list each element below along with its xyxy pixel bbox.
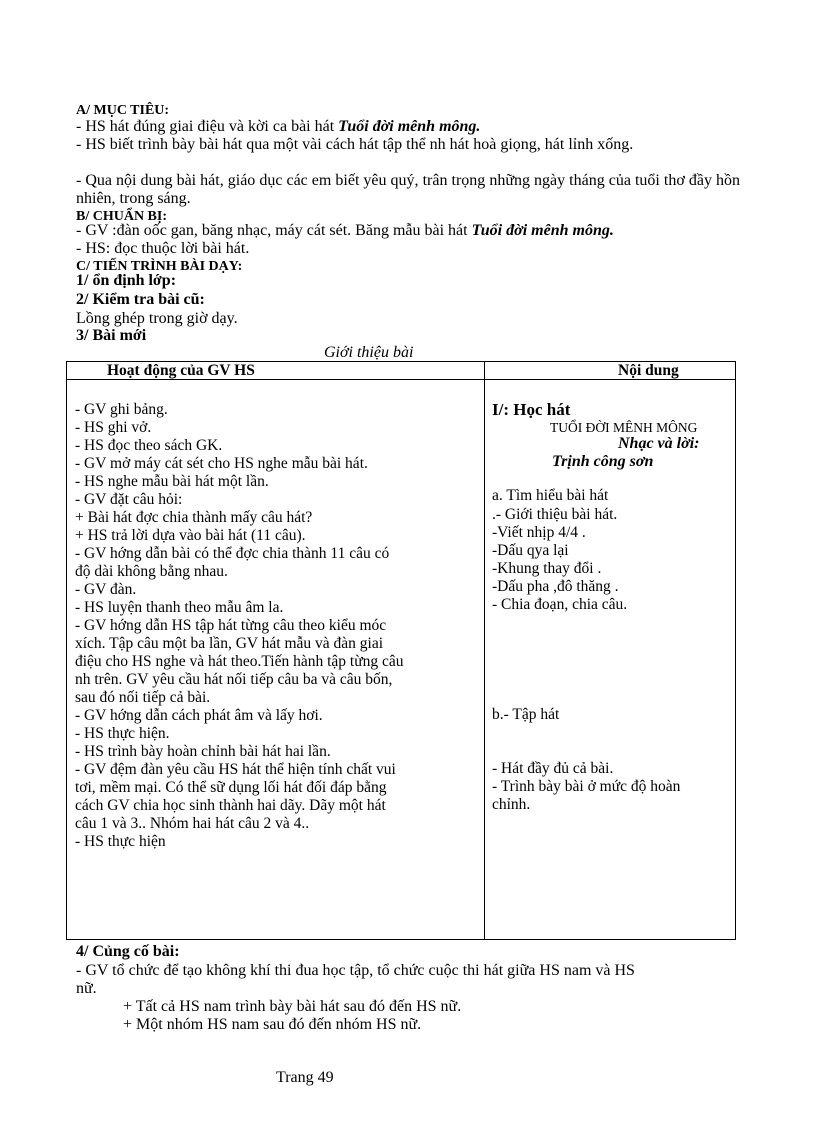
consolidation-line-2: nữ.	[76, 980, 97, 997]
activity-line: - HS luyện thanh theo mẫu âm la.	[75, 599, 284, 616]
activity-line: - GV đệm đàn yêu cầu HS hát thể hiện tính chất vui	[75, 761, 396, 778]
prep-song-title: Tuổi đời mênh mông.	[471, 222, 614, 239]
activity-line: - HS trình bày hoàn chỉnh bài hát hai lần.	[75, 743, 331, 760]
consolidation-item-1: + Tất cả HS nam trình bày bài hát sau đó đến HS nữ.	[123, 998, 462, 1015]
lesson-table	[66, 361, 736, 940]
part-a-heading: a. Tìm hiểu bài hát	[492, 487, 609, 504]
activity-line: - HS thực hiện	[75, 833, 166, 850]
song-author: Trịnh công sơn	[552, 453, 654, 470]
part-b-item: - Trình bày bài ở mức độ hoàn	[492, 778, 681, 795]
activity-line: + Bài hát đợc chia thành mấy câu hát?	[75, 509, 313, 526]
step-3-heading: 3/ Bài mới	[76, 327, 147, 344]
learn-song-heading: I/: Học hát	[492, 400, 571, 419]
table-column-divider	[484, 362, 485, 939]
prep-line-1-text: - GV :đàn oốc gan, băng nhạc, máy cát sét. Băng mẫu bài hát	[76, 222, 472, 239]
part-b-item: - Hát đầy đủ cả bài.	[492, 760, 614, 777]
activity-line: - HS thực hiện.	[75, 725, 170, 742]
part-a-item: .- Giới thiệu bài hát.	[492, 506, 618, 523]
step-1-heading: 1/ ổn định lớp:	[76, 272, 177, 289]
objective-line-1	[76, 118, 480, 136]
objective-para-2: - HS biết trình bày bài hát qua một vài cách hát tập thể nh hát hoà giọng, hát lỉnh xống.	[76, 136, 634, 153]
activity-line: xích. Tập câu một ba lần, GV hát mẫu và đàn giai	[75, 635, 384, 652]
objective-para-3: - Qua nội dung bài hát, giáo dục các em biết yêu quý, trân trọng những ngày tháng của tuổi thơ đầy hồn nhiên, trong sáng.	[76, 172, 740, 207]
part-a-item: - Chia đoạn, chia câu.	[492, 596, 628, 613]
intro-heading: Giới thiệu bài	[324, 344, 414, 361]
prep-line-2: - HS: đọc thuộc lời bài hát.	[76, 240, 250, 257]
step-2-heading: 2/ Kiểm tra bài cũ:	[76, 291, 205, 308]
consolidation-item-2: + Một nhóm HS nam sau đó đến nhóm HS nữ.	[123, 1016, 422, 1033]
section-c-heading: C/ TIẾN TRÌNH BÀI DẠY:	[76, 259, 243, 274]
part-b-heading: b.- Tập hát	[492, 706, 560, 723]
activity-line: câu 1 và 3.. Nhóm hai hát câu 2 và 4..	[75, 815, 310, 832]
activity-line: - HS đọc theo sách GK.	[75, 437, 223, 454]
step-2-text: Lồng ghép trong giờ dạy.	[76, 310, 238, 327]
page-number: Trang 49	[276, 1069, 334, 1086]
activity-line: - HS ghi vở.	[75, 419, 152, 436]
section-a-heading: A/ MỤC TIÊU:	[76, 103, 170, 118]
song-title: Tuổi đời mênh mông.	[338, 118, 481, 135]
activity-line: - GV đặt câu hỏi:	[75, 491, 183, 508]
section-4-heading: 4/ Củng cố bài:	[76, 943, 180, 960]
activity-line: - GV mở máy cát sét cho HS nghe mẫu bài hát.	[75, 455, 368, 472]
activity-line: - HS nghe mẫu bài hát một lần.	[75, 473, 269, 490]
activity-line: + HS trả lời dựa vào bài hát (11 câu).	[75, 527, 306, 544]
activity-line: - GV đàn.	[75, 581, 137, 598]
activity-line: tơi, mềm mại. Có thể sữ dụng lối hát đối đáp bằng	[75, 779, 387, 796]
part-a-item: -Dấu pha ,đô thăng .	[492, 578, 619, 595]
song-credit: Nhạc và lời:	[618, 435, 700, 452]
column-header-content: Nội dung	[618, 362, 679, 379]
activity-line: cách GV chia học sinh thành hai dãy. Dãy một hát	[75, 797, 386, 814]
activity-line: sau đó nối tiếp cả bài.	[75, 689, 211, 706]
part-a-item: -Dấu qya lại	[492, 542, 569, 559]
prep-line-1	[76, 222, 614, 240]
objective-line-1-text: - HS hát đúng giai điệu và kời ca bài hát	[76, 118, 339, 135]
activity-line: - GV hớng dẫn bài có thể đợc chia thành 11 câu có	[75, 545, 390, 562]
activity-line: nh trên. GV yêu cầu hát nối tiếp câu ba và câu bốn,	[75, 671, 393, 688]
activity-line: độ dài không bằng nhau.	[75, 563, 228, 580]
column-header-activities: Hoạt động của GV HS	[107, 362, 255, 379]
activity-line: - GV hớng dẫn HS tập hát từng câu theo kiểu móc	[75, 617, 387, 634]
part-a-item: -Viết nhịp 4/4 .	[492, 524, 586, 541]
activity-line: điệu cho HS nghe và hát theo.Tiến hành tập từng câu	[75, 653, 404, 670]
activity-line: - GV hớng dẫn cách phát âm và lấy hơi.	[75, 707, 323, 724]
consolidation-line-1: - GV tổ chức để tạo không khí thi đua học tập, tổ chức cuộc thi hát giữa HS nam và HS	[76, 962, 635, 979]
part-b-item: chỉnh.	[492, 796, 531, 813]
part-a-item: -Khung thay đổi .	[492, 560, 602, 577]
section-b-heading: B/ CHUẨN BỊ:	[76, 209, 168, 224]
activity-line: - GV ghi bảng.	[75, 401, 168, 418]
song-title-caps: TUỔI ĐỜI MÊNH MÔNG	[550, 420, 698, 435]
